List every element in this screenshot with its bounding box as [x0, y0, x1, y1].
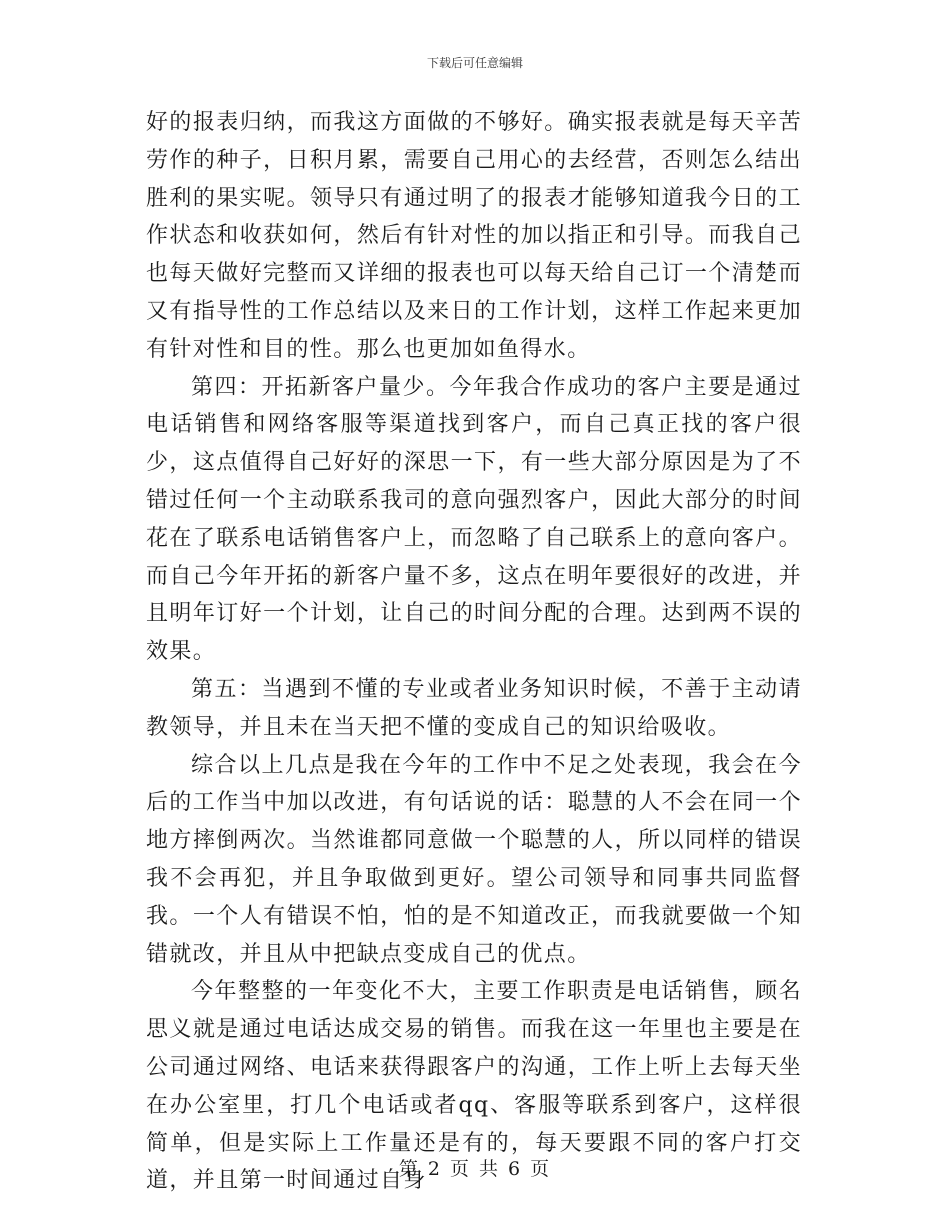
- paragraph-conclusion: 综合以上几点是我在今年的工作中不足之处表现，我会在今后的工作当中加以改进，有句话说的话：聪慧的人不会在同一个地方摔倒两次。当然谁都同意做一个聪慧的人，所以同样的错误我不会再犯，并且争取做到更好。望公司领导和同事共同监督我。一个人有错误不怕，怕的是不知道改正，而我就要做一个知错就改，并且从中把缺点变成自己的优点。: [146, 752, 802, 967]
- document-body: [146, 104, 802, 1200]
- page-header: 下载后可任意编辑: [426, 56, 523, 70]
- paragraph-point-four: 第四：开拓新客户量少。今年我合作成功的客户主要是通过电话销售和网络客服等渠道找到客户，而自己真正找的客户很少，这点值得自己好好的深思一下，有一些大部分原因是为了不错过任何一个主动联系我司的意向强烈客户，因此大部分的时间花在了联系电话销售客户上，而忽略了自己联系上的意向客户。而自己今年开拓的新客户量不多，这点在明年要很好的改进，并且明年订好一个计划，让自己的时间分配的合理。达到两不误的效果。: [146, 374, 802, 665]
- page-number: 第 2 页 共 6 页: [398, 1158, 552, 1180]
- paragraph-report-summary: 好的报表归纳，而我这方面做的不够好。确实报表就是每天辛苦劳作的种子，日积月累，需要自己用心的去经营，否则怎么结出胜利的果实呢。领导只有通过明了的报表才能够知道我今日的工作状态和收获如何，然后有针对性的加以指正和引导。而我自己也每天做好完整而又详细的报表也可以每天给自己订一个清楚而又有指导性的工作总结以及来日的工作计划，这样工作起来更加有针对性和目的性。那么也更加如鱼得水。: [146, 110, 802, 362]
- paragraph-year-review: 今年整整的一年变化不大，主要工作职责是电话销售，顾名思义就是通过电话达成交易的销售。而我在这一年里也主要是在公司通过网络、电话来获得跟客户的沟通，工作上听上去每天坐在办公室里，打几个电话或者qq、客服等联系到客户，这样很简单，但是实际上工作量还是有的，每天要跟不同的客户打交道，并且第一时间通过自身: [146, 979, 802, 1194]
- paragraph-point-five: 第五：当遇到不懂的专业或者业务知识时候，不善于主动请教领导，并且未在当天把不懂的变成自己的知识给吸收。: [146, 676, 802, 740]
